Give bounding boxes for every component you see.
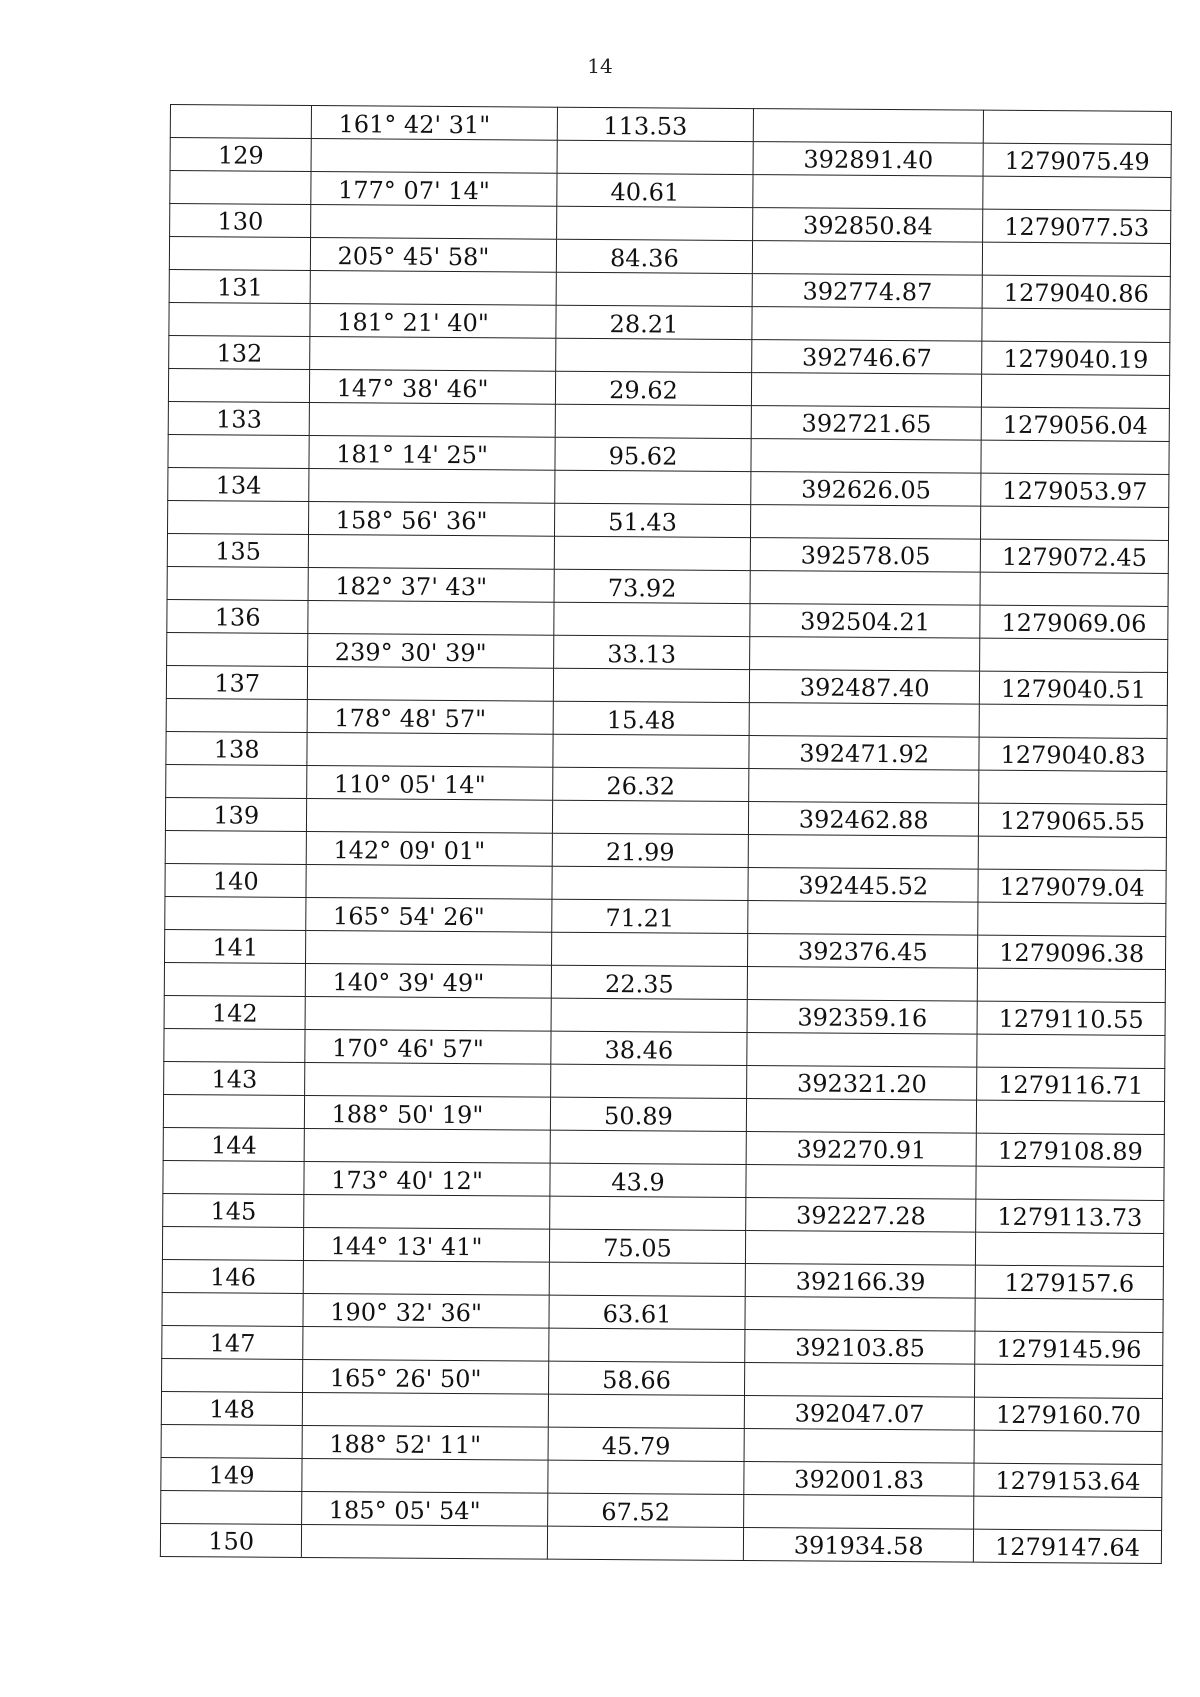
distance-cell: 73.92 [554, 569, 751, 603]
easting-cell [748, 967, 978, 1002]
easting-cell: 392462.88 [749, 802, 979, 837]
point-number-cell [170, 105, 312, 139]
northing-cell [982, 374, 1170, 408]
distance-cell [556, 272, 753, 306]
distance-cell: 33.13 [553, 635, 750, 669]
northing-cell: 1279040.86 [982, 275, 1170, 309]
easting-cell [745, 1363, 975, 1398]
northing-cell [979, 704, 1167, 738]
easting-cell: 392626.05 [751, 472, 981, 507]
point-number-cell: 142 [164, 995, 306, 1029]
bearing-cell: 188° 52' 11" [302, 1425, 547, 1460]
easting-cell: 392270.91 [746, 1132, 976, 1167]
distance-cell [556, 206, 753, 240]
bearing-cell [302, 1458, 547, 1493]
northing-cell [981, 440, 1169, 474]
point-number-cell: 131 [169, 269, 311, 303]
northing-cell: 1279075.49 [983, 143, 1171, 177]
bearing-cell: 178° 48' 57" [308, 699, 553, 734]
point-number-cell [169, 237, 311, 271]
bearing-cell: 181° 21' 40" [310, 303, 555, 338]
distance-cell [553, 602, 750, 636]
northing-cell: 1279145.96 [975, 1331, 1163, 1365]
bearing-cell [305, 1128, 550, 1163]
bearing-cell: 188° 50' 19" [305, 1095, 550, 1130]
easting-cell: 392471.92 [749, 736, 979, 771]
point-number-cell: 133 [168, 401, 310, 435]
northing-cell [974, 1496, 1162, 1530]
point-number-cell [163, 1160, 305, 1194]
distance-cell: 21.99 [552, 833, 749, 867]
easting-cell [753, 175, 983, 210]
bearing-cell: 239° 30' 39" [308, 633, 553, 668]
northing-cell [980, 638, 1168, 672]
bearing-cell [308, 600, 553, 635]
point-number-cell: 130 [170, 204, 312, 238]
distance-cell: 28.21 [556, 305, 753, 339]
table-body [160, 105, 1171, 1564]
northing-cell [979, 770, 1167, 804]
northing-cell [981, 506, 1169, 540]
northing-cell [974, 1430, 1162, 1464]
easting-cell: 392359.16 [747, 1000, 977, 1035]
point-number-cell: 140 [165, 863, 307, 897]
bearing-cell: 147° 38' 46" [310, 369, 555, 404]
northing-cell: 1279040.83 [979, 737, 1167, 771]
easting-cell [750, 637, 980, 672]
point-number-cell [164, 962, 306, 996]
easting-cell: 392321.20 [747, 1066, 977, 1101]
point-number-cell: 147 [162, 1325, 304, 1359]
distance-cell: 38.46 [550, 1031, 747, 1065]
easting-cell: 392103.85 [745, 1330, 975, 1365]
easting-cell [749, 835, 979, 870]
northing-cell: 1279069.06 [980, 605, 1168, 639]
easting-cell [752, 373, 982, 408]
bearing-cell: 165° 26' 50" [303, 1359, 548, 1394]
bearing-cell: 177° 07' 14" [311, 171, 556, 206]
bearing-cell [310, 402, 555, 437]
northing-cell: 1279040.19 [982, 341, 1170, 375]
easting-cell: 391934.58 [744, 1528, 974, 1563]
northing-cell [980, 572, 1168, 606]
bearing-cell: 144° 13' 41" [304, 1227, 549, 1262]
easting-cell: 392376.45 [748, 934, 978, 969]
easting-cell: 392746.67 [752, 340, 982, 375]
easting-cell [748, 901, 978, 936]
distance-cell [551, 932, 748, 966]
bearing-cell [308, 666, 553, 701]
bearing-cell [310, 336, 555, 371]
bearing-cell: 165° 54' 26" [306, 897, 551, 932]
bearing-cell [307, 732, 552, 767]
point-number-cell [163, 1094, 305, 1128]
point-number-cell [164, 1028, 306, 1062]
distance-cell: 113.53 [557, 107, 754, 141]
bearing-cell: 182° 37' 43" [308, 567, 553, 602]
easting-cell: 392774.87 [752, 274, 982, 309]
northing-cell: 1279072.45 [980, 539, 1168, 573]
bearing-cell [305, 996, 550, 1031]
point-number-cell: 138 [166, 731, 308, 765]
distance-cell: 29.62 [555, 371, 752, 405]
easting-cell [754, 109, 984, 144]
point-number-cell: 143 [164, 1061, 306, 1095]
northing-cell [975, 1364, 1163, 1398]
point-number-cell: 134 [168, 467, 310, 501]
bearing-cell [311, 204, 556, 239]
point-number-cell [162, 1226, 304, 1260]
distance-cell: 51.43 [554, 503, 751, 537]
point-number-cell: 137 [166, 665, 308, 699]
distance-cell [555, 404, 752, 438]
northing-cell: 1279056.04 [981, 407, 1169, 441]
point-number-cell [166, 764, 308, 798]
point-number-cell: 136 [167, 599, 309, 633]
point-number-cell [166, 698, 308, 732]
easting-cell: 392227.28 [746, 1198, 976, 1233]
bearing-cell [304, 1260, 549, 1295]
northing-cell: 1279147.64 [973, 1529, 1161, 1563]
northing-cell: 1279157.6 [975, 1265, 1163, 1299]
northing-cell: 1279153.64 [974, 1463, 1162, 1497]
northing-cell [975, 1298, 1163, 1332]
easting-cell: 392047.07 [745, 1396, 975, 1431]
distance-cell: 67.52 [547, 1493, 744, 1527]
easting-cell: 392001.83 [744, 1462, 974, 1497]
northing-cell [976, 1232, 1164, 1266]
northing-cell: 1279116.71 [977, 1067, 1165, 1101]
northing-cell: 1279096.38 [978, 935, 1166, 969]
distance-cell: 40.61 [556, 173, 753, 207]
distance-cell [552, 800, 749, 834]
distance-cell: 43.9 [550, 1163, 747, 1197]
northing-cell [977, 968, 1165, 1002]
northing-cell: 1279053.97 [981, 473, 1169, 507]
point-number-cell [162, 1358, 304, 1392]
point-number-cell: 141 [165, 929, 307, 963]
distance-cell: 15.48 [553, 701, 750, 735]
point-number-cell: 148 [161, 1391, 303, 1425]
point-number-cell: 146 [162, 1259, 304, 1293]
bearing-cell: 158° 56' 36" [309, 501, 554, 536]
easting-cell: 392850.84 [753, 208, 983, 243]
point-number-cell [167, 566, 309, 600]
easting-cell: 392721.65 [752, 406, 982, 441]
easting-cell [747, 1099, 977, 1134]
northing-cell [978, 836, 1166, 870]
bearing-cell [303, 1392, 548, 1427]
point-number-cell [162, 1292, 304, 1326]
northing-cell [976, 1100, 1164, 1134]
bearing-cell [311, 270, 556, 305]
distance-cell: 26.32 [552, 767, 749, 801]
bearing-cell: 190° 32' 36" [303, 1293, 548, 1328]
bearing-cell [309, 534, 554, 569]
easting-cell: 392445.52 [748, 868, 978, 903]
distance-cell [554, 470, 751, 504]
point-number-cell [170, 171, 312, 205]
distance-cell [547, 1460, 744, 1494]
bearing-cell [306, 864, 551, 899]
point-number-cell [168, 434, 310, 468]
easting-cell [747, 1033, 977, 1068]
northing-cell [976, 1166, 1164, 1200]
distance-cell [551, 998, 748, 1032]
distance-cell: 71.21 [551, 899, 748, 933]
easting-cell [744, 1429, 974, 1464]
bearing-cell: 205° 45' 58" [311, 237, 556, 272]
bearing-cell [302, 1524, 547, 1559]
easting-cell: 392166.39 [746, 1264, 976, 1299]
bearing-cell: 142° 09' 01" [307, 831, 552, 866]
easting-cell [751, 439, 981, 474]
point-number-cell [169, 302, 311, 336]
bearing-cell: 185° 05' 54" [302, 1491, 547, 1526]
northing-cell [983, 110, 1171, 144]
bearing-cell: 140° 39' 49" [306, 963, 551, 998]
easting-cell [746, 1165, 976, 1200]
bearing-cell [304, 1194, 549, 1229]
northing-cell: 1279079.04 [978, 869, 1166, 903]
northing-cell: 1279110.55 [977, 1001, 1165, 1035]
northing-cell [982, 308, 1170, 342]
point-number-cell: 150 [160, 1523, 302, 1557]
bearing-cell: 110° 05' 14" [307, 765, 552, 800]
bearing-cell [309, 468, 554, 503]
easting-cell [753, 241, 983, 276]
distance-cell: 84.36 [556, 239, 753, 273]
distance-cell [554, 536, 751, 570]
distance-cell [553, 668, 750, 702]
distance-cell [548, 1328, 745, 1362]
page-number: 14 [587, 54, 613, 78]
distance-cell [548, 1394, 745, 1428]
distance-cell [550, 1064, 747, 1098]
point-number-cell: 129 [170, 138, 312, 172]
point-row [160, 1523, 1161, 1563]
distance-cell: 95.62 [555, 437, 752, 471]
bearing-cell [303, 1326, 548, 1361]
northing-cell [978, 902, 1166, 936]
distance-cell [549, 1262, 746, 1296]
distance-cell [553, 734, 750, 768]
distance-cell: 63.61 [549, 1295, 746, 1329]
point-number-cell [168, 368, 310, 402]
distance-cell: 58.66 [548, 1361, 745, 1395]
point-number-cell: 145 [163, 1193, 305, 1227]
distance-cell: 22.35 [551, 965, 748, 999]
northing-cell [983, 176, 1171, 210]
point-number-cell [161, 1490, 303, 1524]
distance-cell [550, 1130, 747, 1164]
point-number-cell: 144 [163, 1127, 305, 1161]
easting-cell: 392487.40 [750, 670, 980, 705]
distance-cell: 50.89 [550, 1097, 747, 1131]
easting-cell [752, 307, 982, 342]
point-number-cell: 135 [167, 533, 309, 567]
easting-cell [751, 505, 981, 540]
easting-cell [746, 1231, 976, 1266]
easting-cell [749, 703, 979, 738]
northing-cell: 1279065.55 [979, 803, 1167, 837]
northing-cell: 1279040.51 [979, 671, 1167, 705]
bearing-cell [305, 1062, 550, 1097]
distance-cell [547, 1526, 744, 1560]
northing-cell [977, 1034, 1165, 1068]
distance-cell [555, 338, 752, 372]
bearing-cell [307, 798, 552, 833]
northing-cell: 1279160.70 [974, 1397, 1162, 1431]
easting-cell: 392504.21 [750, 604, 980, 639]
easting-cell [749, 769, 979, 804]
northing-cell [982, 242, 1170, 276]
bearing-cell [306, 930, 551, 965]
point-number-cell [165, 830, 307, 864]
bearing-cell: 170° 46' 57" [305, 1029, 550, 1064]
point-number-cell [161, 1424, 303, 1458]
bearing-cell [311, 138, 556, 173]
easting-cell [745, 1297, 975, 1332]
northing-cell: 1279113.73 [976, 1199, 1164, 1233]
easting-cell [744, 1495, 974, 1530]
northing-cell: 1279077.53 [983, 209, 1171, 243]
bearing-cell: 161° 42' 31" [312, 105, 557, 140]
easting-cell: 392891.40 [753, 142, 983, 177]
distance-cell: 75.05 [549, 1229, 746, 1263]
point-number-cell: 149 [161, 1457, 303, 1491]
distance-cell: 45.79 [548, 1427, 745, 1461]
bearing-cell: 173° 40' 12" [304, 1161, 549, 1196]
easting-cell [750, 571, 980, 606]
point-number-cell [167, 632, 309, 666]
bearing-cell: 181° 14' 25" [309, 435, 554, 470]
easting-cell: 392578.05 [751, 538, 981, 573]
survey-coordinates-table [160, 104, 1172, 1564]
point-number-cell: 132 [169, 335, 311, 369]
point-number-cell: 139 [165, 797, 307, 831]
distance-cell [557, 140, 754, 174]
distance-cell [552, 866, 749, 900]
distance-cell [549, 1196, 746, 1230]
point-number-cell [168, 500, 310, 534]
northing-cell: 1279108.89 [976, 1133, 1164, 1167]
point-number-cell [165, 896, 307, 930]
